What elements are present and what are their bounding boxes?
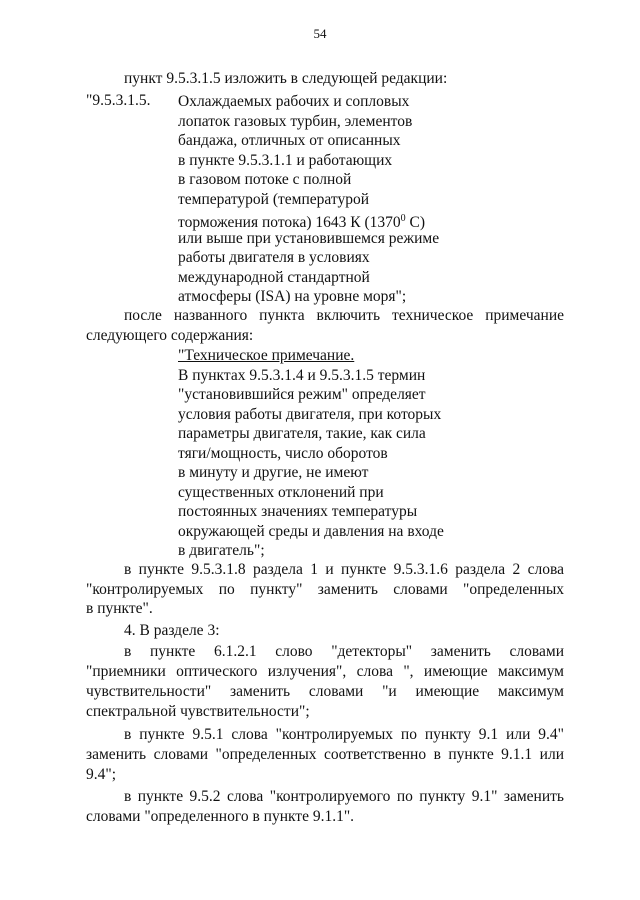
paragraph-2-line3: чувствительности" заменить словами "и имеющие максимум	[86, 683, 564, 700]
after-item-line1: после названного пункта включить техническое примечание	[124, 307, 564, 324]
paragraph-3-line1: в пункте 9.5.1 слова "контролируемых по пункту 9.1 или 9.4"	[124, 726, 564, 743]
note-line: условия работы двигателя, при которых	[178, 405, 442, 423]
item-line: в газовом потоке с полной	[178, 171, 352, 188]
page-number: 54	[313, 26, 327, 41]
paragraph-2-line1: в пункте 6.1.2.1 слово "детекторы" заменить словами	[124, 643, 564, 660]
technical-note	[178, 346, 444, 561]
paragraph-1-line1: в пункте 9.5.3.1.8 раздела 1 и пункте 9.5.3.1.6 раздела 2 слова	[124, 561, 564, 578]
paragraph-3-line2: заменить словами "определенных соответственно в пункте 9.1.1 или	[86, 746, 564, 763]
note-line: в двигатель";	[178, 542, 265, 559]
note-line: параметры двигателя, такие, как сила	[178, 425, 426, 442]
note-line: окружающей среды и давления на входе	[178, 522, 444, 540]
item-line: или выше при установившемся режиме	[178, 229, 440, 247]
note-line: в минуту и другие, не имеют	[178, 464, 369, 481]
item-text	[178, 92, 439, 307]
paragraph-4-line1: в пункте 9.5.2 слова "контролируемого по пункту 9.1" заменить	[124, 788, 564, 805]
item-line-temperature	[178, 209, 439, 232]
item-label: "9.5.3.1.5.	[86, 92, 151, 109]
item-line: международной стандартной	[178, 268, 370, 286]
item-line: в пункте 9.5.3.1.1 и работающих	[178, 151, 393, 169]
paragraph-2-line2: "приемники оптического излучения", слова ", имеющие максимум	[86, 663, 564, 680]
paragraph-1-line3: в пункте".	[86, 600, 153, 617]
note-line: существенных отклонений при	[178, 483, 384, 501]
note-line: В пунктах 9.5.3.1.4 и 9.5.3.1.5 термин	[178, 366, 426, 384]
after-item-line2: следующего содержания:	[86, 327, 254, 344]
note-line: постоянных значениях температуры	[178, 503, 418, 520]
note-title: "Техническое примечание.	[178, 347, 355, 364]
paragraph-3-line3: 9.4";	[86, 766, 117, 783]
note-line: "установившийся режим" определяет	[178, 386, 426, 403]
item-line: Охлаждаемых рабочих и сопловых	[178, 93, 410, 110]
paragraph-1-line2: "контролируемых по пункту" заменить словами "определенных	[86, 581, 564, 598]
item-line: лопаток газовых турбин, элементов	[178, 112, 413, 130]
paragraph-2-line4: спектральной чувствительности";	[86, 703, 310, 720]
paragraph-4-line2: словами "определенного в пункте 9.1.1".	[86, 808, 355, 825]
item-line: бандажа, отличных от описанных	[178, 132, 401, 149]
note-line: тяги/мощность, число оборотов	[178, 444, 388, 462]
item-line: торможения потока) 1643 К (1370	[178, 214, 401, 232]
item-line: температурой (температурой	[178, 190, 369, 208]
item-line: атмосферы (ISA) на уровне моря";	[178, 288, 407, 305]
item-line: работы двигателя в условиях	[178, 249, 370, 266]
item-line-suffix: С)	[405, 214, 425, 232]
degree-superscript: 0	[400, 213, 406, 224]
intro-line: пункт 9.5.3.1.5 изложить в следующей редакции:	[124, 70, 448, 87]
section-4-heading: 4. В разделе 3:	[124, 622, 220, 639]
